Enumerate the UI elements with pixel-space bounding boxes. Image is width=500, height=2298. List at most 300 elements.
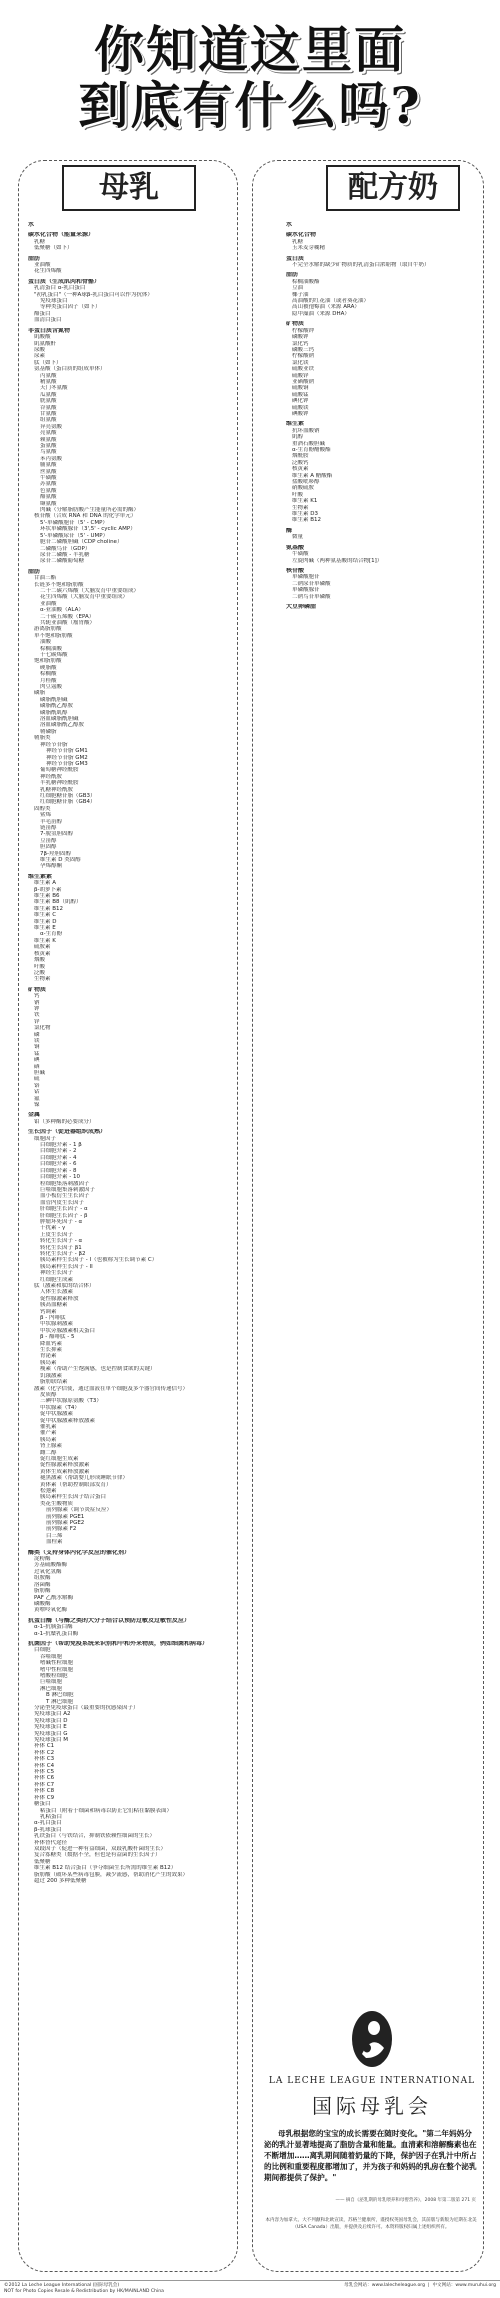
ingredient-item: 黄体生成素释放激素 bbox=[40, 1468, 90, 1475]
ingredient-item: 钾 bbox=[34, 1005, 40, 1012]
category-heading: 酶 bbox=[286, 527, 293, 534]
ingredient-item: 人体生长激素 bbox=[40, 1289, 74, 1296]
ingredient-item: 免疫球蛋白 G bbox=[34, 1730, 68, 1737]
ingredient-item: 胱氨酸 bbox=[40, 398, 57, 405]
ingredient-item: 甲状腺素（T4） bbox=[40, 1404, 80, 1411]
ingredient-item: 红细胞糖苷脂（GB3） bbox=[40, 792, 96, 799]
ingredient-item: 维生素 D3 bbox=[292, 511, 318, 518]
category-heading: 氨基酸 bbox=[286, 544, 305, 551]
ingredient-item: 核黄素 bbox=[292, 466, 309, 473]
ingredient-item: 烟酸 bbox=[34, 957, 46, 964]
category-heading: 水 bbox=[286, 222, 293, 228]
ingredient-item: 血栓素 bbox=[46, 1539, 63, 1546]
ingredient-item: B 淋巴细胞 bbox=[46, 1692, 74, 1699]
ingredient-item: 硫酸锰 bbox=[292, 391, 309, 398]
ingredient-item: 生物素 bbox=[292, 504, 309, 511]
ingredient-item: 催产素 bbox=[40, 1430, 57, 1437]
ingredient-item: 淋巴细胞 bbox=[40, 1685, 63, 1692]
mother-and-baby-logo-icon bbox=[336, 2008, 408, 2070]
ingredient-item: 褪黑激素（帮助婴儿形成睡眠节律） bbox=[40, 1475, 129, 1482]
ingredient-item: 苏氨酸 bbox=[40, 481, 57, 488]
ingredient-item: 游离脂肪酸 bbox=[34, 626, 62, 633]
ingredient-item: 胃泌素 bbox=[40, 1353, 57, 1360]
ingredient-item: 异亮氨酸 bbox=[40, 423, 63, 430]
ingredient-item: 胰岛素 bbox=[40, 1359, 57, 1366]
ingredient-item: 分泌型免疫球蛋白（最重要的抗感染因子） bbox=[34, 1705, 139, 1711]
ingredient-item: 鲨烯 bbox=[40, 812, 52, 819]
ingredient-item: 瓜氨酸 bbox=[40, 391, 57, 398]
ingredient-item: 肽（如下） bbox=[34, 359, 62, 366]
ingredient-item: 重酒石酸胆碱 bbox=[292, 440, 326, 447]
ingredient-item: 嗜碱性粒细胞 bbox=[40, 1660, 74, 1667]
ingredient-item: 促性腺激素释放 bbox=[40, 1295, 79, 1302]
ingredient-item: 牛磺酸 bbox=[40, 475, 57, 482]
ingredient-item: 肌酸酸 bbox=[34, 334, 51, 341]
ingredient-item: 月桂酸 bbox=[40, 677, 57, 684]
category-heading: 脂肪 bbox=[28, 568, 41, 575]
ingredient-item: 天门冬氨酸 bbox=[40, 385, 68, 392]
category-heading: 水 bbox=[28, 222, 35, 228]
ingredient-item: PAF 乙酰水解酶 bbox=[34, 1594, 74, 1601]
ingredient-item: 粘蛋白（附着于细菌和病毒以防止它们粘在黏膜表面） bbox=[40, 1807, 173, 1814]
category-heading: 矿物质 bbox=[286, 321, 305, 328]
category-heading: 抗蛋白酶（与酶之类的大分子结合以预防过敏及过敏性反应） bbox=[28, 1617, 191, 1624]
ingredient-item: 磷酸三钙 bbox=[292, 346, 315, 353]
ingredient-item: 肝细胞生长因子 - β bbox=[40, 1212, 88, 1219]
ingredient-item: 钙 bbox=[34, 993, 40, 1000]
ingredient-item: 硒 bbox=[34, 1063, 40, 1070]
ingredient-item: 神经节苷脂 GM2 bbox=[46, 754, 88, 761]
ingredient-item: 红细胞糖苷脂（GB4） bbox=[40, 799, 96, 806]
ingredient-item: 磷脂 bbox=[34, 690, 46, 697]
ingredient-item: 硬脂酸 bbox=[40, 664, 57, 671]
ingredient-item: 胰岛素样生长因子 - I（也被称为生长调节素 C） bbox=[40, 1257, 158, 1264]
ingredient-item: 松弛素 bbox=[40, 1488, 57, 1494]
ingredient-item: 磷酸酶 bbox=[34, 1600, 51, 1607]
ingredient-item: 微量 bbox=[292, 534, 304, 541]
ingredient-item: α-乳白蛋白 bbox=[34, 1820, 62, 1827]
ingredient-item: 神经酰胺 bbox=[40, 773, 63, 780]
ingredient-item: 维生素 A 醋酸酯 bbox=[292, 472, 333, 479]
ingredient-item: 乳粘蛋白 bbox=[40, 1813, 63, 1820]
ingredient-item: 叶酸 bbox=[292, 491, 304, 498]
ingredient-item: 磷 bbox=[34, 1031, 40, 1038]
ingredient-item: 低聚糖 bbox=[34, 1858, 51, 1865]
ingredient-item: 维生素 B6 bbox=[34, 893, 60, 900]
ingredient-item: 神经节苷脂 bbox=[40, 741, 68, 748]
ingredient-item: 二钠尿苷单磷酸 bbox=[292, 580, 331, 587]
ingredient-item: 钠 bbox=[34, 999, 40, 1006]
ingredient-item: 赖氨酸 bbox=[40, 436, 57, 443]
ingredient-item: 前列腺素 PGE1 bbox=[46, 1513, 85, 1520]
ingredient-item: 促甲状腺激素 bbox=[40, 1411, 74, 1418]
ingredient-item: 白细胞介素 - 6 bbox=[40, 1161, 77, 1168]
ingredient-item: 胰岛素样生长因子 - II bbox=[40, 1263, 93, 1270]
ingredient-item: 胆碱 bbox=[34, 1070, 46, 1076]
ingredient-item: 黄嘌呤氧化酶 bbox=[34, 1607, 68, 1614]
ingredient-item: 铜 bbox=[34, 1044, 40, 1051]
ingredient-item: 瘦素（帮助产生饱满感，也是控制食欲的关键） bbox=[40, 1366, 156, 1373]
ingredient-item: 肉豆蔻酸 bbox=[40, 684, 63, 691]
ingredient-item: 肝细胞生长因子 - α bbox=[40, 1206, 88, 1213]
category-heading: 矿物质 bbox=[28, 986, 47, 993]
ingredient-item: 椰子油 bbox=[292, 291, 309, 298]
ingredient-item: 镁 bbox=[34, 1037, 40, 1044]
ingredient-item: 亚油酸 bbox=[40, 600, 57, 607]
ingredient-item: 磷脂酰胆碱 bbox=[40, 696, 68, 703]
ingredient-item: 氟 bbox=[34, 1095, 40, 1102]
category-heading: 大豆卵磷脂 bbox=[286, 603, 317, 610]
ingredient-item: 白细胞介素 - 1 β bbox=[40, 1142, 82, 1149]
ingredient-item: 左旋肉碱（两种氨基酸的结合物[1]） bbox=[292, 557, 383, 564]
ingredient-item: 雌二醇 bbox=[40, 1449, 57, 1456]
ingredient-item: 钙调素 bbox=[40, 1308, 57, 1315]
ingredient-item: 补体 C4 bbox=[34, 1762, 55, 1769]
ingredient-item: 盐酸吡哆醇 bbox=[292, 479, 320, 486]
ingredient-item: 双歧因子（促进一种有益细菌，双歧乳酸杆菌的生长） bbox=[34, 1845, 167, 1852]
category-heading: 脂肪 bbox=[28, 255, 41, 262]
ingredient-item: 过氧化氢酶 bbox=[34, 1568, 62, 1575]
ingredient-item: 氨基酸（蛋白质的组成单体） bbox=[34, 366, 106, 373]
ingredient-item: 铁 bbox=[34, 1012, 40, 1019]
ingredient-item: 链甾醇 bbox=[40, 824, 57, 831]
ingredient-item: 神经节苷脂 GM1 bbox=[46, 748, 88, 755]
ingredient-item: 棕榈酸 bbox=[40, 671, 57, 678]
ingredient-item: 维生素 B12 bbox=[292, 517, 322, 524]
ingredient-item: 亚硒酸钠 bbox=[292, 378, 315, 385]
ingredient-item: 烟酰胺 bbox=[292, 453, 309, 460]
ingredient-item: 肌氨酸酐 bbox=[34, 340, 57, 347]
ingredient-item: 胰岛素样生长因子结合蛋白 bbox=[40, 1494, 107, 1501]
ingredient-item: 补体 C5 bbox=[34, 1769, 55, 1776]
ingredient-item: 组氨酸 bbox=[40, 417, 57, 424]
ingredient-item: 核黄素 bbox=[34, 950, 51, 957]
ingredient-item: 前列腺素 F2 bbox=[46, 1526, 77, 1533]
ingredient-item: 维生素 A bbox=[34, 880, 57, 887]
ingredient-item: 酪蛋白 bbox=[34, 310, 51, 317]
ingredient-item: 乳糖 bbox=[34, 238, 46, 245]
headline bbox=[0, 22, 500, 134]
ingredient-item: 脂肪酶 bbox=[34, 1588, 51, 1595]
ingredient-item: 生物素 bbox=[34, 976, 51, 983]
ingredient-item: "初乳蛋白"（一种A球β-乳白蛋白可以作为抗体） bbox=[34, 291, 153, 298]
ingredient-item: 尿苷二磷酸葡萄糖 bbox=[40, 558, 85, 565]
ingredient-item: 补体 C6 bbox=[34, 1775, 55, 1782]
ingredient-item: 豆甾醇 bbox=[40, 837, 57, 844]
category-heading: 核苷酸 bbox=[286, 567, 305, 574]
ingredient-item: 孕烯醇酮 bbox=[40, 863, 63, 870]
ingredient-item: 肉碱（分解脂肪酸产生能量所必需的酶） bbox=[40, 507, 140, 514]
ingredient-item: 溶菌酶 bbox=[34, 1581, 51, 1588]
ingredient-item: 鸟氨酸 bbox=[40, 449, 57, 456]
ingredient-item: 尿素 bbox=[34, 353, 46, 360]
ingredient-item: 肿瘤坏死因子 - α bbox=[40, 1218, 83, 1225]
ingredient-item: 促红细胞生成素 bbox=[40, 1455, 79, 1462]
ingredient-item: 磷酸钾 bbox=[292, 334, 309, 341]
ingredient-item: β - 内啡肽 bbox=[40, 1315, 66, 1322]
ingredient-item: 乳清蛋白 α-乳白蛋白 bbox=[34, 285, 86, 292]
ingredient-item: 补体 C7 bbox=[34, 1781, 55, 1788]
ingredient-item: 花生四烯酸（大脑发育中重要组成） bbox=[40, 594, 129, 601]
ingredient-item: 补体 C3 bbox=[34, 1756, 55, 1763]
ingredient-item: 铬 bbox=[34, 1082, 40, 1089]
ingredient-item: 羊毛甾醇 bbox=[40, 818, 63, 825]
ingredient-item: 硫酸亚铁 bbox=[292, 366, 315, 373]
ingredient-item: 长链多不饱和脂肪酸 bbox=[34, 581, 84, 588]
ingredient-item: 乳铁蛋白（与铁结合，抑制铁依赖性细菌的生长） bbox=[34, 1833, 156, 1840]
ingredient-item: 钼（多种酶的必要成分） bbox=[34, 1118, 95, 1125]
org-name-chinese: 国际母乳会 bbox=[312, 2094, 432, 2118]
ingredient-item: 抗坏血酸钠 bbox=[292, 427, 320, 434]
footer-websites: 母乳会网站：www.lalecheleague.org | 中文网站：www.muruhui.org bbox=[344, 2283, 496, 2288]
ingredient-item: 神经节苷脂 GM3 bbox=[46, 760, 88, 767]
ingredient-item: 二十碳五烯酸（EPA） bbox=[40, 613, 95, 620]
ingredient-item: 嗜中性粒细胞 bbox=[40, 1666, 74, 1673]
ingredient-item: 补体 C8 bbox=[34, 1788, 55, 1795]
ingredient-item: α-生育酚醋酸酯 bbox=[292, 447, 331, 453]
ingredient-item: 十七碳烯酸 bbox=[40, 652, 68, 658]
ingredient-item: 高山被孢霉油（来源 ARA） bbox=[292, 304, 360, 311]
ingredient-item: 低聚糖（如下） bbox=[34, 245, 73, 252]
ingredient-item: 皮质醇 bbox=[40, 1391, 57, 1398]
ingredient-item: 柠檬酸钾 bbox=[292, 327, 315, 334]
formula-ingredient-list bbox=[286, 218, 466, 610]
ingredient-item: 鞘磷脂 bbox=[40, 728, 57, 735]
breast-milk-ingredient-list bbox=[28, 218, 228, 1884]
ingredient-item: 棕榈油酸酯 bbox=[292, 278, 320, 285]
ingredient-item: 维生素 K1 bbox=[292, 498, 318, 505]
ingredient-item: 补体 C1 bbox=[34, 1743, 55, 1750]
ingredient-item: 甘氨酸 bbox=[40, 410, 57, 417]
ingredient-item: 脯氨酸 bbox=[40, 462, 57, 469]
ingredient-item: 不完全水解的缺少矿物质的乳清蛋白浓缩物（取自牛奶） bbox=[292, 262, 430, 269]
ingredient-item: 淀粉酶 bbox=[34, 1556, 51, 1563]
ingredient-item: 丙氨酸 bbox=[40, 372, 57, 379]
ingredient-item: 鞘脂类 bbox=[34, 735, 51, 742]
category-heading: 维生素素 bbox=[28, 873, 53, 880]
quote-source: —— 摘自《泌乳期的母乳喂养和母婴营养》，2008 年第二版第 271 页 bbox=[335, 2198, 476, 2203]
ingredient-item: 隐甲藻油（来源 DHA） bbox=[292, 310, 350, 317]
ingredient-item: 丝氨酸 bbox=[40, 468, 57, 475]
ingredient-item: 泛酸 bbox=[34, 969, 46, 976]
ingredient-item: 甲状腺刺激素 bbox=[40, 1321, 74, 1328]
ingredient-item: 前列腺素（调节炎症反应） bbox=[46, 1507, 113, 1514]
ingredient-item: 二十二碳六烯酸（大脑发育中重要组成） bbox=[40, 587, 140, 594]
ingredient-item: 5'-单磷酸胞苷（5' - CMP） bbox=[40, 519, 108, 526]
ingredient-item: 镍 bbox=[34, 1102, 40, 1109]
ingredient-item: 降血钙素 bbox=[40, 1340, 63, 1347]
ingredient-item: 氯化钙 bbox=[292, 340, 309, 347]
ingredient-item: 补体替代途径 bbox=[34, 1839, 68, 1846]
ingredient-item: 尿苷二磷酸 - 半乳糖 bbox=[40, 551, 90, 558]
ingredient-item: 油酸 bbox=[40, 639, 52, 646]
ingredient-item: α-1-抗糜乳蛋白酶 bbox=[34, 1630, 79, 1637]
headline-line-1: 你知道这里面 bbox=[94, 20, 406, 79]
ingredient-item: 固醇类 bbox=[34, 805, 51, 812]
ingredient-item: 激素（化学信使，通过血液在单个细胞及多个器官间传递信号） bbox=[34, 1385, 189, 1392]
ingredient-item: 亚油酸 bbox=[34, 262, 51, 269]
ingredient-item: 超过 200 多种低聚糖 bbox=[34, 1877, 87, 1884]
ingredient-item: 缬氨酸 bbox=[40, 500, 57, 507]
ingredient-item: 白细胞介素 - 10 bbox=[40, 1174, 80, 1181]
ingredient-item: 细胞因子 bbox=[34, 1135, 57, 1142]
category-heading: 酶类（支持身体内化学反应的催化剂） bbox=[28, 1549, 131, 1556]
footer-copyright: ©2012 La Leche League International (国际母乳会) bbox=[4, 2283, 120, 2288]
ingredient-item: 玉米麦芽糊精 bbox=[292, 245, 326, 252]
headline-line-2: 到底有什么吗? bbox=[78, 76, 422, 135]
footer-english-site-link[interactable]: 母乳会网站：www.lalecheleague.org bbox=[344, 2283, 426, 2288]
ingredient-item: 维生素 B12 bbox=[34, 905, 64, 912]
ingredient-item: 维生素 E bbox=[34, 925, 56, 932]
ingredient-item: 饱和脂肪酸 bbox=[34, 658, 62, 665]
ingredient-item: 硫酸镁 bbox=[292, 404, 309, 411]
ingredient-item: 乳糖 bbox=[292, 238, 304, 245]
ingredient-item: 脂肪酸（破坏某些病毒包膜，减少流感，帮助消化产生的效果） bbox=[34, 1871, 189, 1878]
ingredient-item: 红细胞生成素 bbox=[40, 1276, 74, 1283]
category-heading: 碳水化合物 bbox=[286, 232, 317, 239]
ingredient-item: 豆油 bbox=[292, 285, 304, 292]
ingredient-item: 酪氨酸 bbox=[40, 494, 57, 501]
category-heading: 抗菌因子（帮助免疫系统来识别和中和外来物质，例如细菌和病毒） bbox=[28, 1640, 209, 1647]
breast-milk-heading: 母乳 bbox=[62, 165, 196, 211]
ingredient-item: 单磷酸胞苷 bbox=[292, 574, 320, 581]
ingredient-item: 葡萄糖神经酰胺 bbox=[40, 767, 79, 774]
ingredient-item: 维生素 K bbox=[34, 937, 56, 944]
ingredient-item: α-1-抗胰蛋白酶 bbox=[34, 1624, 73, 1631]
ingredient-item: 胰岛素 bbox=[40, 1436, 57, 1443]
ingredient-item: 锌 bbox=[34, 1018, 40, 1025]
ingredient-item: 胰高血糖素 bbox=[40, 1302, 68, 1309]
ingredient-item: 粒细胞集落刺激因子 bbox=[40, 1180, 90, 1187]
ingredient-item: 硫酸铜 bbox=[292, 385, 309, 392]
ingredient-item: 干扰素 - γ bbox=[40, 1225, 66, 1232]
ingredient-item: 维生素 D 类固醇 bbox=[40, 857, 81, 863]
ingredient-item: 糖蛋白 bbox=[34, 1801, 51, 1808]
category-heading: 蛋白质 bbox=[286, 255, 305, 262]
ingredient-item: 巨噬细胞集落刺激因子 bbox=[40, 1186, 96, 1193]
ingredient-item: β - 酪啡肽 - 5 bbox=[40, 1334, 75, 1341]
ingredient-item: 氯化物 bbox=[34, 1025, 51, 1032]
ingredient-item: 泛酸钙 bbox=[292, 459, 309, 466]
ingredient-item: 血小板衍生生长因子 bbox=[40, 1193, 90, 1200]
ingredient-item: 免疫球蛋白 A2 bbox=[34, 1711, 71, 1718]
ingredient-item: 肽（激素和肽的结合体） bbox=[34, 1283, 95, 1289]
ingredient-item: 免疫球蛋白 M bbox=[34, 1737, 68, 1744]
ingredient-item: 前列腺素 PGE2 bbox=[46, 1520, 85, 1527]
footer-chinese-site-link[interactable]: 中文网站：www.muruhui.org bbox=[432, 2283, 496, 2288]
ingredient-item: 单磷酸腺苷 bbox=[292, 587, 320, 594]
ingredient-item: 转化生长因子 β1 bbox=[40, 1244, 82, 1251]
ingredient-item: 免疫球蛋白 E bbox=[34, 1724, 67, 1731]
footer-divider bbox=[0, 2280, 500, 2281]
ingredient-item: 半乳糖神经酰胺 bbox=[40, 780, 79, 787]
ingredient-item: 白细胞介素 - 4 bbox=[40, 1154, 77, 1161]
ingredient-item: 甲状旁腺激素相关蛋白 bbox=[40, 1327, 96, 1334]
category-heading: 蛋白质（生成肌肉和骨骼） bbox=[28, 278, 101, 285]
ingredient-item: 维生素 D bbox=[34, 918, 57, 925]
ingredient-item: 饥饿激素 bbox=[40, 1372, 63, 1379]
ingredient-item: 组胺酶 bbox=[34, 1575, 51, 1582]
ingredient-item: 硫胺素 bbox=[34, 944, 51, 951]
ingredient-item: 蛋氨酸 bbox=[40, 443, 57, 449]
copyright-note: 本内容为加拿大、大不列颠和北欧宣读，苏格兰健康所，谨授权英国母乳会，其前版与新版为近期在北美（USA Canada）出版，并提供及后续许可。本资料版权归属上述组织所有。 bbox=[265, 2218, 477, 2230]
ingredient-item: 胞苷二磷酸胆碱（CDP choline） bbox=[40, 539, 123, 546]
ingredient-item: 溶血磷脂酰乙醇胺 bbox=[40, 722, 85, 729]
ingredient-item: 核苷酸（合成 RNA 和 DNA 的化学单元） bbox=[34, 513, 137, 520]
ingredient-item: 促性腺激素释放激素 bbox=[40, 1462, 90, 1469]
ingredient-item: 5'-单磷酸尿苷（5' - UMP） bbox=[40, 532, 109, 539]
ingredient-item: 血清白蛋白 bbox=[34, 317, 62, 324]
ingredient-item: 磷脂酰乙醇胺 bbox=[40, 703, 74, 710]
org-name-english: LA LECHE LEAGUE INTERNATIONAL bbox=[268, 2076, 476, 2086]
ingredient-item: 硫 bbox=[34, 1076, 40, 1083]
ingredient-item: 白三烯 bbox=[46, 1532, 63, 1539]
ingredient-item: 氯化镁 bbox=[292, 359, 309, 366]
ingredient-item: 维生素 C bbox=[34, 912, 57, 919]
ingredient-item: 磷脂酰肌醇 bbox=[40, 709, 68, 716]
ingredient-item: α-生育酚 bbox=[40, 931, 63, 938]
ingredient-item: 肌醇 bbox=[292, 434, 304, 441]
ingredient-item: 硫酸锌 bbox=[292, 372, 309, 379]
ingredient-item: 肾上腺素 bbox=[40, 1443, 63, 1450]
ingredient-item: 嗜酸粒细胞 bbox=[40, 1672, 68, 1679]
ingredient-item: 亮氨酸 bbox=[40, 430, 57, 437]
ingredient-item: 二磷酸鸟苷（GDP） bbox=[40, 545, 91, 552]
ingredient-item: 白细胞介素 - 2 bbox=[40, 1148, 77, 1155]
ingredient-item: β-胡萝卜素 bbox=[34, 886, 62, 893]
category-heading: 生长因子（促进器组织成熟） bbox=[28, 1129, 107, 1136]
footer-resale-notice: NOT for Photo Copies Resale & Redistribution by HK/MAINLAND China bbox=[4, 2289, 164, 2294]
ingredient-item: 芳基硫酸酯酶 bbox=[34, 1562, 68, 1569]
quote-text: 母乳根据您的宝宝的成长需要在随时变化。"第二年妈妈分泌的乳汁显著地提高了脂肪含量和能量。血清素和溶解酶素也在不断增加……离乳期间随着奶量的下降，保护因子在乳汁中所占的比例和重要程度都增加了，并为孩子和妈妈的乳房在整个泌乳期间都提供了保护。" bbox=[264, 2129, 477, 2182]
ingredient-item: 苯丙氨酸 bbox=[40, 455, 63, 462]
ingredient-item: 柠檬酸钠 bbox=[292, 353, 315, 360]
ingredient-item: 色氨酸 bbox=[40, 487, 57, 494]
ingredient-item: 溶血磷脂酰胆碱 bbox=[40, 716, 79, 723]
ingredient-item: 黄体素（帮助控制眼部发育） bbox=[40, 1481, 112, 1488]
ingredient-item: 乳糖神经酰胺 bbox=[40, 786, 74, 793]
ingredient-item: 叶酸 bbox=[34, 963, 46, 970]
ingredient-item: 7β-羟胆固醇 bbox=[40, 850, 71, 857]
ingredient-item: 棕榈油酸 bbox=[40, 645, 63, 652]
ingredient-item: 免疫球蛋白 D bbox=[34, 1717, 68, 1724]
ingredient-item: 补体 C2 bbox=[34, 1749, 55, 1756]
ingredient-item: 7-脱氢胆固醇 bbox=[40, 831, 73, 838]
ingredient-item: 单不饱和脂肪酸 bbox=[34, 632, 73, 639]
ingredient-item: 巨噬细胞 bbox=[40, 1679, 63, 1686]
ingredient-item: 免疫球蛋白 bbox=[40, 298, 68, 305]
ingredient-item: 等种类蛋白因子（如下） bbox=[40, 304, 101, 311]
ingredient-item: T 淋巴细胞 bbox=[46, 1698, 74, 1705]
ingredient-item: 钴 bbox=[34, 1089, 40, 1096]
ingredient-item: 胆固醇 bbox=[40, 844, 57, 851]
ingredient-item: 上皮生长因子 bbox=[40, 1231, 74, 1238]
ingredient-item: 高油酸的红花油（或者葵花油） bbox=[292, 298, 370, 305]
ingredient-item: 花生四烯酸 bbox=[34, 268, 62, 275]
formula-heading: 配方奶 bbox=[326, 165, 460, 211]
ingredient-item: 催乳素 bbox=[40, 1423, 57, 1430]
category-heading: 碳水化合物（能量来源） bbox=[28, 232, 95, 239]
ingredient-item: β-乳球蛋白 bbox=[34, 1826, 62, 1833]
ingredient-item: 补体 C9 bbox=[34, 1794, 55, 1801]
ingredient-item: 转化生长因子 - α bbox=[40, 1238, 83, 1245]
ingredient-item: 三碘甲状腺原氨酸（T3） bbox=[40, 1398, 102, 1405]
ingredient-item: 生长抑素 bbox=[40, 1347, 63, 1354]
ingredient-item: 精氨酸 bbox=[40, 378, 57, 385]
ingredient-item: 类花生酸物质 bbox=[40, 1500, 74, 1507]
category-heading: 脂肪 bbox=[286, 272, 299, 279]
category-heading: 金属 bbox=[28, 1112, 41, 1119]
